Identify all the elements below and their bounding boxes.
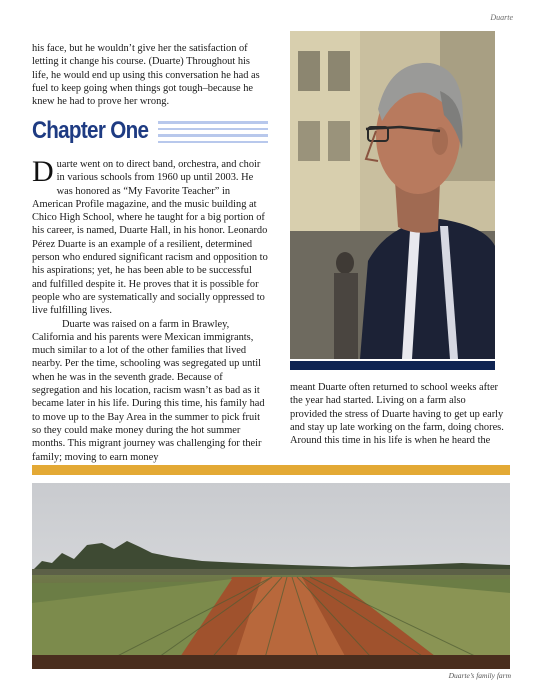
- stripe: [158, 141, 268, 144]
- chapter-heading: [32, 116, 268, 150]
- stripe: [158, 134, 268, 137]
- body-column-right: [290, 381, 505, 447]
- portrait-underline-bar: [290, 361, 495, 370]
- chapter-title: Chapter One: [32, 117, 149, 144]
- photo-caption: Duarte’s family farm: [448, 671, 511, 680]
- farm-photo-illustration: [32, 483, 510, 669]
- farm-photo: [32, 483, 510, 669]
- body-column-left: [32, 155, 268, 464]
- intro-text: his face, but he wouldn’t give her the satisfaction of letting it change his course. (Duarte) Throughout his life, he would end up using this conversation he had as fuel to keep going when things got tough–because he knew he had to prove her wrong.: [32, 43, 260, 108]
- chapter-stripes: [158, 121, 268, 147]
- intro-paragraph: [32, 42, 268, 108]
- right-paragraph-2: Around this time in his life is when he heard the: [290, 435, 491, 447]
- stripe: [158, 128, 268, 131]
- body-paragraph-1: [32, 155, 268, 318]
- body-paragraph-1-text: uarte went on to direct band, orchestra, and choir in various schools from 1960 up until 2003. He was honored as “My Favorite Teacher” in American Profile magazine, and the music building at Chico High School, where he taught for a big portion of his career, is named, Duarte Hall, in his honor. Leonardo Pérez Duarte is an example of a resilient, determined person who endured significant racism and opposition to his aspirations; yet, he has been able to be successful and fulfilled despite it. He proves that it is possible for people who are systematically and socially oppressed to live fulfilling lives.: [32, 159, 268, 317]
- drop-cap: D: [32, 155, 54, 188]
- section-divider-bar: [32, 465, 510, 475]
- running-head: Duarte: [490, 13, 513, 22]
- stripe: [158, 121, 268, 124]
- portrait-photo-illustration: [290, 31, 495, 359]
- right-paragraph-1: meant Duarte often returned to school weeks after the year had started. Living on a farm also provided the stress of Duarte having to get up early and stay up late working on the farm, doing chores.: [290, 382, 504, 433]
- portrait-photo: [290, 31, 495, 359]
- body-paragraph-2: Duarte was raised on a farm in Brawley, California and his parents were Mexican immigrants, much similar to a lot of the other families that lived nearby. Per the time, schooling was segregated up until when he was in the seventh grade. Because of segregation and his location, racism wasn’t as bad as it became later in his life. During this time, his family had to move up to the Bay Area in the summer to pick fruit so they could make money during the hot summer months. This migrant journey was challenging for their family; moving to earn money: [32, 318, 265, 463]
